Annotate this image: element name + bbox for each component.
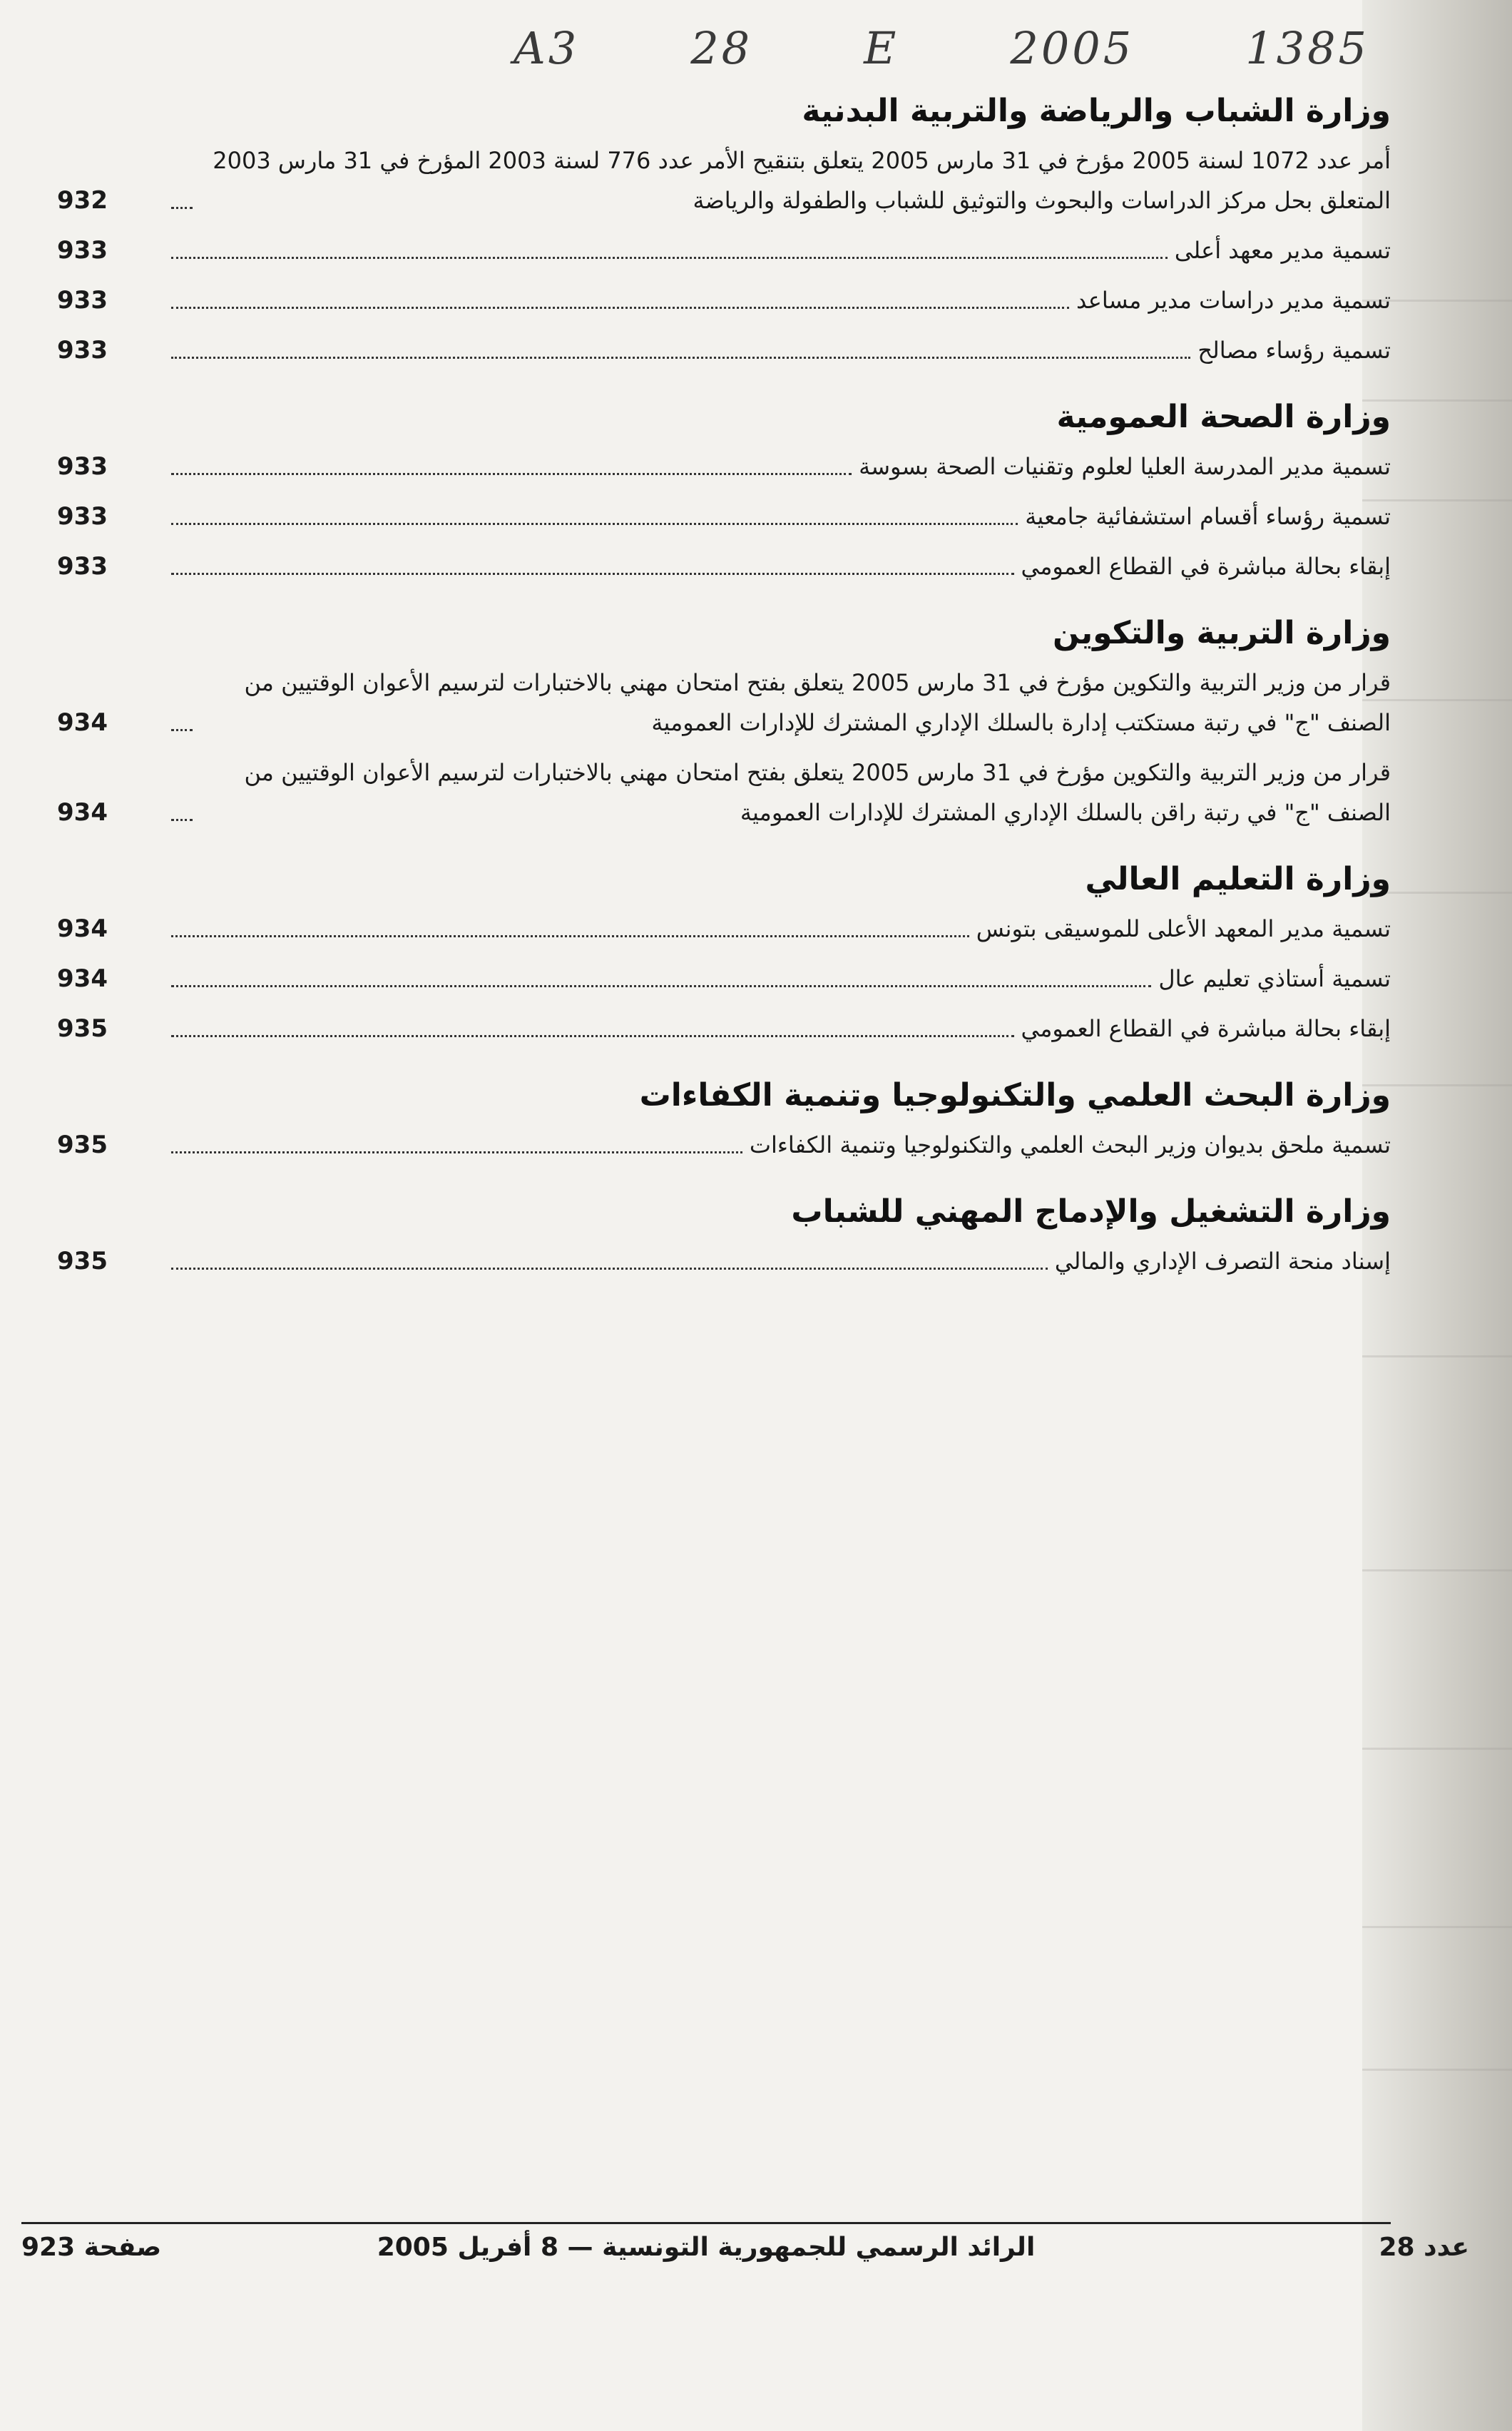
bleed-text-line: [1362, 1926, 1512, 1928]
page-footer: [21, 2233, 1469, 2283]
entry-text: إسناد منحة التصرف الإداري والمالي: [1054, 1248, 1391, 1275]
entry-text: تسمية ملحق بديوان وزير البحث العلمي والتكنولوجيا وتنمية الكفاءات: [749, 1131, 1391, 1158]
section-heading: وزارة الشباب والرياضة والتربية البدنية: [802, 93, 1391, 129]
note-year: 2005: [1010, 21, 1135, 74]
entry-text: قرار من وزير التربية والتكوين مؤرخ في 31 مارس 2005 يتعلق بفتح امتحان مهني بالاختبارات لترسيم الأعوان الوقتيين من الصنف "ج" في رتبة راقن بالسلك الإداري المشترك للإدارات العمومية: [244, 759, 1391, 826]
toc-entry: [57, 280, 1391, 320]
toc-entry: [57, 330, 1391, 370]
note-28: 28: [690, 21, 753, 74]
entry-page-number: 935: [57, 1131, 108, 1159]
note-e: E: [864, 21, 899, 74]
dot-leader: [171, 935, 969, 937]
bleed-text-line: [1362, 1355, 1512, 1357]
section-heading: وزارة التعليم العالي: [1085, 861, 1391, 897]
note-number: 1385: [1245, 21, 1369, 74]
handwritten-note: [514, 16, 1369, 80]
note-a3: A3: [514, 21, 580, 74]
entry-text: تسمية مدير المدرسة العليا لعلوم وتقنيات الصحة بسوسة: [859, 453, 1391, 480]
bleed-text-line: [1362, 1748, 1512, 1750]
toc-entry: [57, 1009, 1391, 1049]
entry-page-number: 933: [57, 286, 108, 315]
toc-entry: [57, 1125, 1391, 1165]
footer-page-number: صفحة 923: [21, 2233, 162, 2262]
toc-section: [57, 93, 1391, 370]
entry-page-number: 933: [57, 336, 108, 365]
section-heading: وزارة الصحة العمومية: [1056, 399, 1391, 435]
entry-text: تسمية مدير دراسات مدير مساعد: [1076, 287, 1391, 314]
toc-entry: [57, 546, 1391, 586]
footer-issue: عدد 28: [1379, 2233, 1469, 2262]
entry-text: إبقاء بحالة مباشرة في القطاع العمومي: [1021, 553, 1391, 580]
toc-section: [57, 615, 1391, 832]
entry-text: تسمية رؤساء أقسام استشفائية جامعية: [1025, 503, 1391, 530]
entry-page-number: 934: [57, 798, 108, 827]
entry-page-number: 933: [57, 236, 108, 265]
dot-leader: [171, 1151, 742, 1153]
toc-entry: [57, 909, 1391, 949]
bleed-text-line: [1362, 1569, 1512, 1571]
entry-page-number: 934: [57, 708, 108, 737]
entry-page-number: 935: [57, 1014, 108, 1043]
entry-text: تسمية أستاذي تعليم عال: [1158, 965, 1391, 992]
toc-entry: [57, 753, 1391, 832]
entry-page-number: 933: [57, 452, 108, 481]
dot-leader: [171, 573, 1014, 575]
section-heading: وزارة البحث العلمي والتكنولوجيا وتنمية الكفاءات: [639, 1077, 1391, 1113]
footer-rule: [21, 2222, 1391, 2224]
dot-leader: [171, 357, 1190, 359]
toc-entry: [57, 230, 1391, 270]
entry-page-number: 935: [57, 1247, 108, 1275]
dot-leader: [171, 207, 193, 209]
toc-entry: [57, 1241, 1391, 1281]
dot-leader: [171, 257, 1168, 259]
entry-page-number: 933: [57, 502, 108, 531]
toc-section: [57, 399, 1391, 586]
toc-entry: [57, 496, 1391, 536]
bleed-text-line: [1362, 2069, 1512, 2071]
entry-text: تسمية مدير معهد أعلى: [1174, 237, 1391, 264]
toc-section: [57, 1193, 1391, 1281]
toc-section: [57, 1077, 1391, 1165]
entry-text: تسمية مدير المعهد الأعلى للموسيقى بتونس: [976, 915, 1391, 942]
toc-section: [57, 861, 1391, 1049]
entry-text: قرار من وزير التربية والتكوين مؤرخ في 31 مارس 2005 يتعلق بفتح امتحان مهني بالاختبارات لترسيم الأعوان الوقتيين من الصنف "ج" في رتبة مستكتب إدارة بالسلك الإداري المشترك للإدارات العمومية: [244, 669, 1391, 736]
dot-leader: [171, 985, 1151, 987]
table-of-contents: [57, 93, 1391, 1310]
dot-leader: [171, 729, 193, 731]
entry-page-number: 932: [57, 186, 108, 215]
toc-entry: [57, 447, 1391, 486]
entry-text: تسمية رؤساء مصالح: [1197, 337, 1391, 364]
entry-page-number: 934: [57, 914, 108, 943]
dot-leader: [171, 473, 852, 475]
entry-page-number: 934: [57, 964, 108, 993]
dot-leader: [171, 307, 1069, 309]
toc-entry: [57, 663, 1391, 743]
dot-leader: [171, 523, 1018, 525]
dot-leader: [171, 819, 193, 821]
section-heading: وزارة التشغيل والإدماج المهني للشباب: [791, 1193, 1391, 1230]
entry-page-number: 933: [57, 552, 108, 581]
toc-entry: [57, 959, 1391, 999]
dot-leader: [171, 1035, 1014, 1037]
section-heading: وزارة التربية والتكوين: [1052, 615, 1391, 651]
toc-entry: [57, 141, 1391, 220]
dot-leader: [171, 1268, 1048, 1270]
entry-text: إبقاء بحالة مباشرة في القطاع العمومي: [1021, 1015, 1391, 1042]
footer-title: الرائد الرسمي للجمهورية التونسية — 8 أفريل 2005: [377, 2233, 1036, 2262]
entry-text: أمر عدد 1072 لسنة 2005 مؤرخ في 31 مارس 2005 يتعلق بتنقيح الأمر عدد 776 لسنة 2003 المؤرخ في 31 مارس 2003 المتعلق بحل مركز الدراسات والبحوث والتوثيق للشباب والطفولة والرياضة: [213, 147, 1391, 214]
